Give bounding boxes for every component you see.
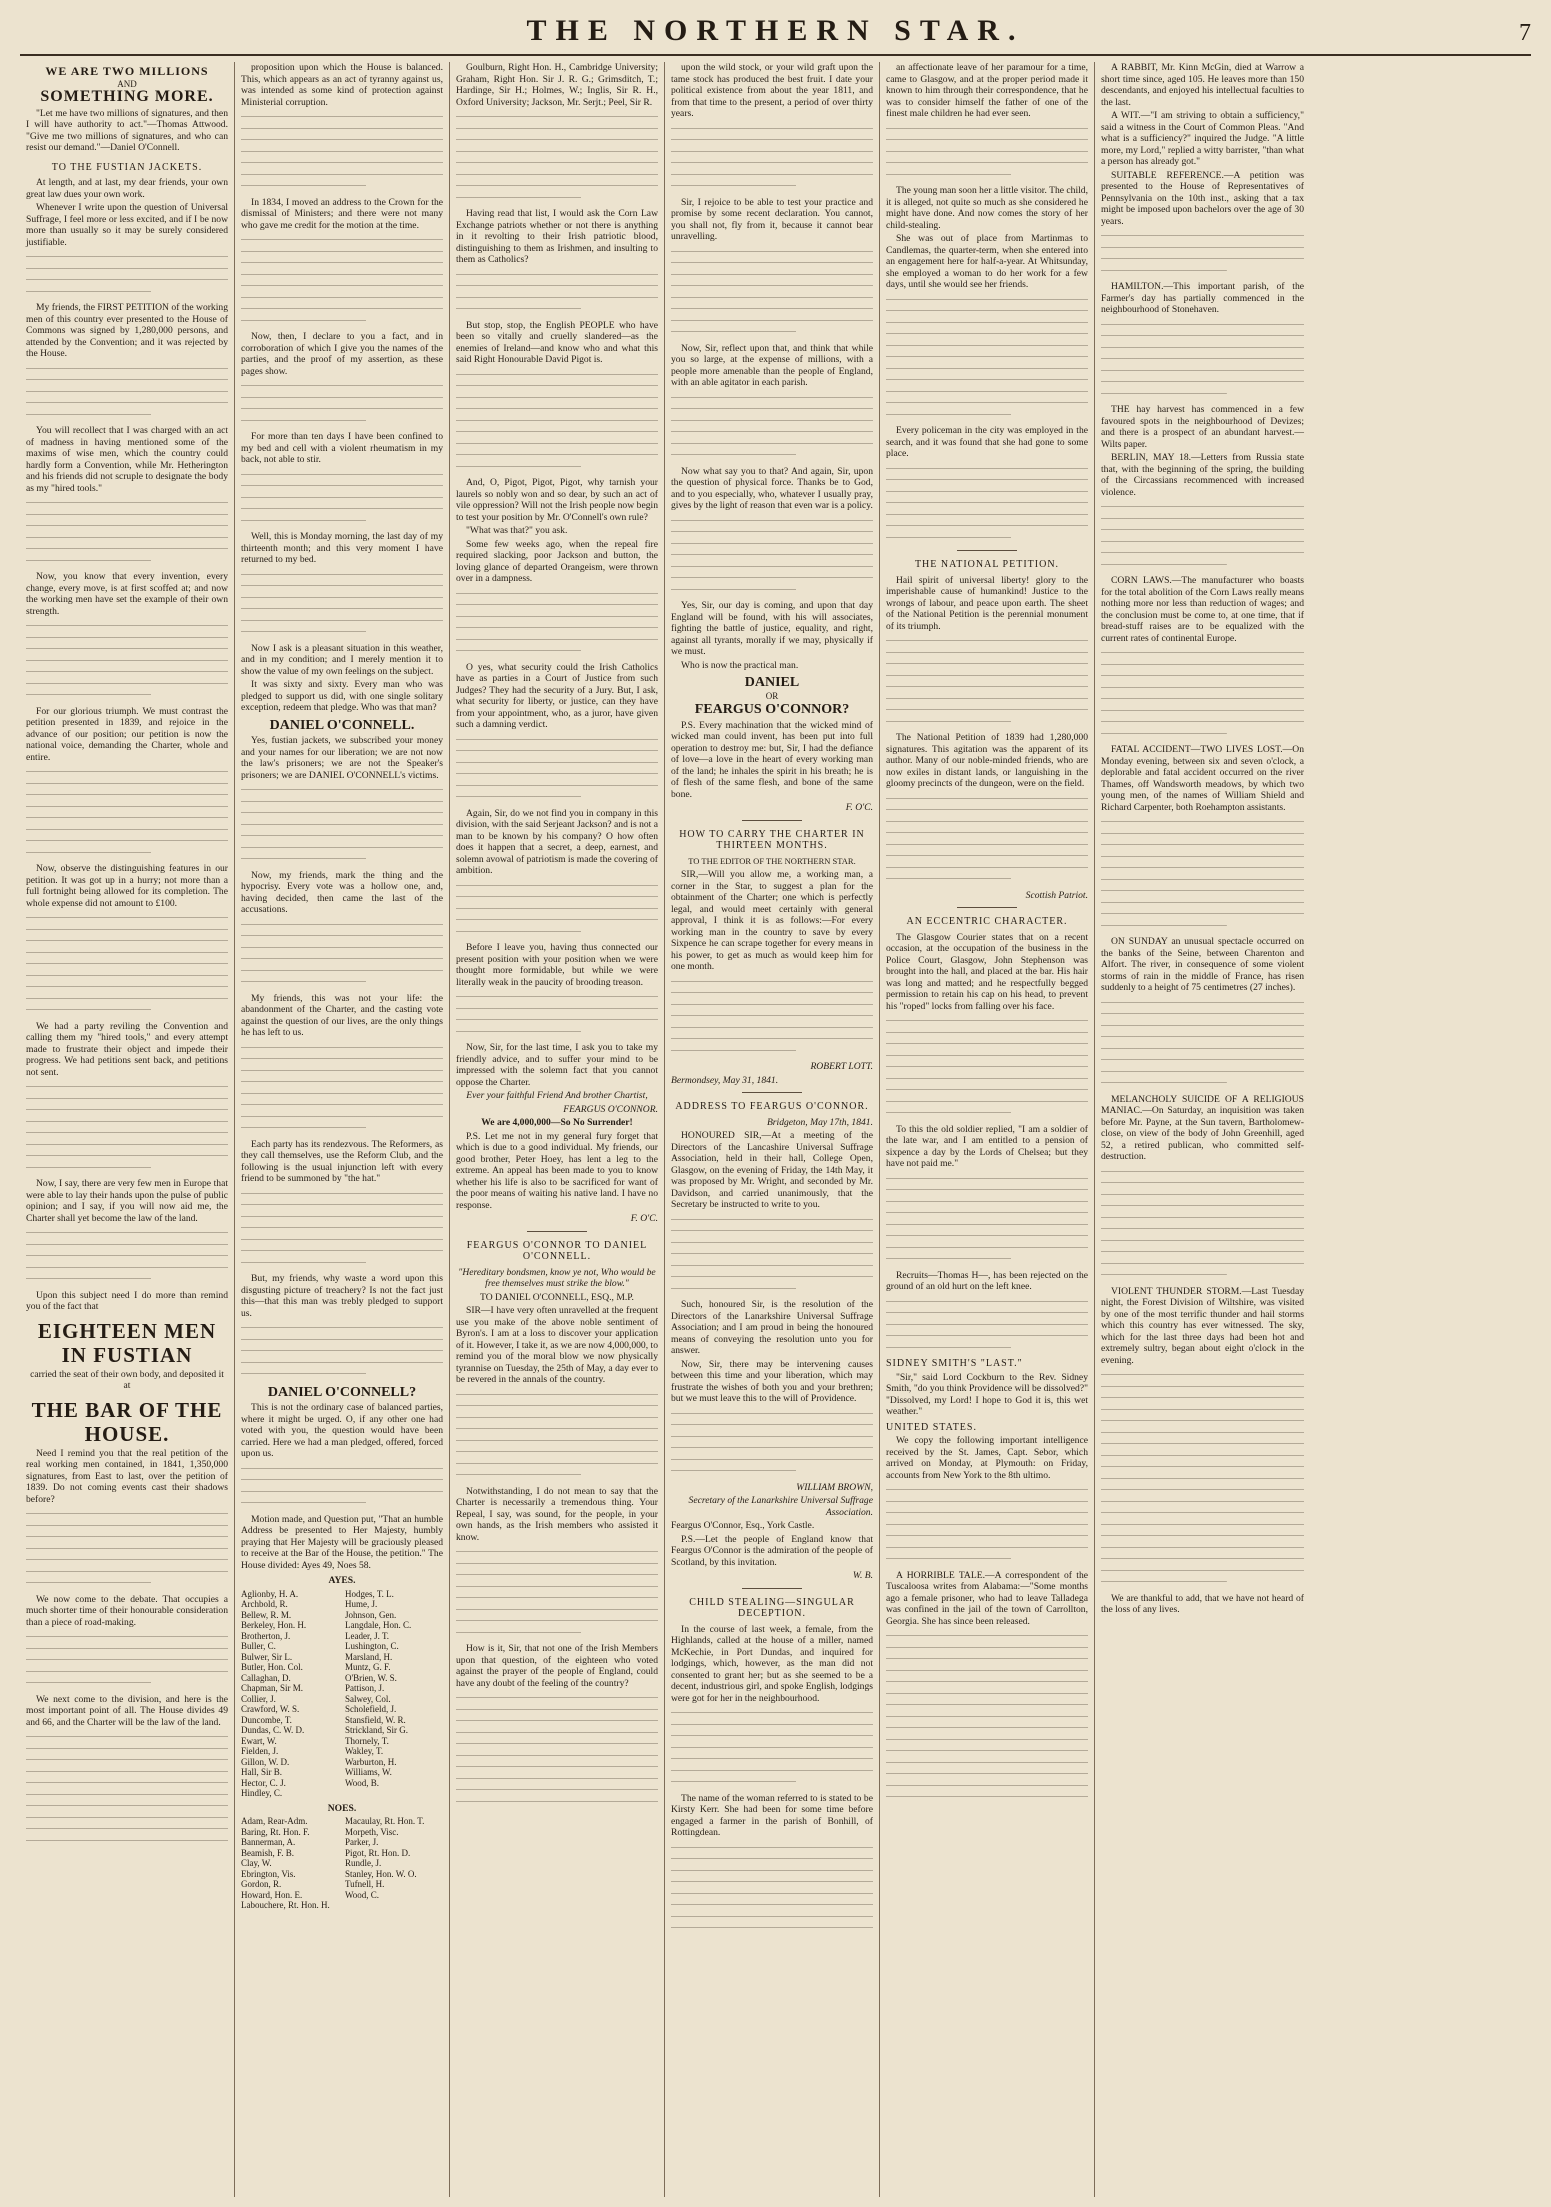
illegible-text-block (671, 1215, 873, 1296)
display-line-connector: carried the seat of their own body, and deposited it at (30, 1368, 224, 1391)
paragraph: Sir, I rejoice to be able to test your practice and promise by some recent declaration. You cannot, you shall not, fly from it, because it cannot bear unravelling. (671, 196, 873, 242)
member-name: Hodges, T. L. (345, 1588, 394, 1599)
paragraph: In the course of last week, a female, from the Highlands, called at the house of a miller, named McKechie, in Port Dundas, and inquired for lodgings, which, however, as the man did not consented to grant her; but as she seemed to be a decent, industrious girl, and spoke English, lodgings were got for her in the neighbourhood. (671, 1623, 873, 1704)
paragraph: A WIT.—"I am striving to obtain a sufficiency," said a witness in the Court of Common Pleas. "And what is a sufficiency?" inquired the Judge. "A little more, my Lord," replied a witty barrister, "than what a person has already got." (1101, 110, 1304, 167)
member-name: Strickland, Sir G. (345, 1725, 408, 1735)
column-1 (20, 62, 235, 2197)
paragraph: My friends, the FIRST PETITION of the working men of this country ever presented to the House of Commons was signed by 1,280,000 persons, and attended by the Convention; and it was rejected by the House. (26, 302, 228, 359)
illegible-text-block (241, 1043, 443, 1135)
divider (957, 907, 1018, 908)
ayes-heading: AYES. (328, 1575, 356, 1586)
signature-closing: Ever your faithful Friend And brother Chartist, (466, 1090, 648, 1101)
letter-heading: ADDRESS TO FEARGUS O'CONNOR. (675, 1101, 869, 1112)
member-name: Ebrington, Vis. (241, 1868, 296, 1879)
illegible-text-block (456, 1693, 658, 1808)
paragraph: The National Petition of 1839 had 1,280,000 signatures. This agitation was the apparent of its author. Many of our noble-minded friends, who are now exiles in distant lands, or languishing in the gloomy precincts of the dungeon, were on the field. (886, 732, 1088, 789)
illegible-text-block (671, 516, 873, 597)
paragraph: How is it, Sir, that not one of the Irish Members upon that question, of the eighteen who voted against the prayer of the people of England, could have any doubt of the feeling of the country? (456, 1643, 658, 1689)
member-name: Baring, Rt. Hon. F. (241, 1826, 310, 1837)
paragraph: an affectionate leave of her paramour for a time, came to Glasgow, and at the proper period made it known to him through their correspondence, that he was to consider himself the father of one of the finest male children he had ever seen. (886, 62, 1088, 119)
paragraph: And, O, Pigot, Pigot, Pigot, why tarnish your laurels so nobly won and so dear, by such an act of vile oppression? Will not the Irish people now begin to test your position by Mr. O'Connell's own rule? (456, 477, 658, 523)
member-name: Archbold, R. (241, 1599, 288, 1609)
paragraph: "Sir," said Lord Cockburn to the Rev. Sidney Smith, "do you think Providence will be dissolved?" "Dissolved, my Lord! I hope to God it is, this wet weather." (886, 1371, 1088, 1417)
illegible-text-block (241, 381, 443, 427)
paragraph: Motion made, and Question put, "That an humble Address be presented to Her Majesty, humbly praying that Her Majesty will be graciously pleased to receive at the Bar of the House, the petition." The House divided: Ayes 49, Noes 58. (241, 1513, 443, 1571)
paragraph: P.S. Let me not in my general fury forget that which is due to a good individual. My friends, our good brother, Peter Hoey, has lent a leg to the extreme. An appeal has been made to you to know whether his life is also to be sacrificed for want of the poor means of waiting his native land. I have no response. (456, 1130, 658, 1211)
ayes-list (241, 1589, 443, 1799)
illegible-text-block (26, 1732, 228, 1847)
illegible-text-block (671, 1843, 873, 1935)
paragraph: Upon this subject need I do more than remind you of the fact that (26, 1289, 228, 1312)
member-name: Hindley, C. (241, 1788, 283, 1798)
member-name: Ewart, W. (241, 1735, 277, 1746)
column-2 (235, 62, 450, 2197)
paragraph: THE hay harvest has commenced in a few favoured spots in the neighbourhood of Devizes; and there is a prospect of an abundant harvest.—Wilts paper. (1101, 404, 1304, 450)
noes-list (241, 1816, 443, 1911)
illegible-text-block (456, 1390, 658, 1482)
member-name: Dundas, C. W. D. (241, 1725, 305, 1735)
paragraph: In 1834, I moved an address to the Crown for the dismissal of Ministers; and there were not many who gave me credit for the motion at the time. (241, 196, 443, 231)
article-heading: THE NATIONAL PETITION. (914, 559, 1060, 570)
paragraph: We had a party reviling the Convention and calling them my "hired tools," and every attempt made to frustrate their object and impede their progress. We had petitions sent back, and petitions not sent. (26, 1020, 228, 1078)
paragraph: She was out of place from Martinmas to Candlemas, the quarter-term, when she entered into an engagement here for half-a-year. At Whitsunday, she employed a woman to do her work for a few days, until she would see her friends. (886, 233, 1088, 290)
divider (742, 1092, 803, 1093)
paragraph: Every policeman in the city was employed in the search, and it was found that she had gone to some place. (886, 425, 1088, 459)
member-name: Berkeley, Hon. H. (241, 1620, 307, 1630)
signature-initials: F. O'C. (630, 1213, 658, 1224)
paragraph: Now, observe the distinguishing features in our petition. It was got up in a hurry; not more than a full fortnight being allowed for its completion. The whole expense did not amount to £100. (26, 863, 228, 909)
newspaper-title: THE NORTHERN STAR. (526, 14, 1025, 47)
paragraph: Now, I say, there are very few men in Europe that were able to lay their hands upon the pulse of public opinion; and I say, if you will now aid me, the Charter shall yet become the law of the land. (26, 1178, 228, 1224)
paragraph: CORN LAWS.—The manufacturer who boasts for the total abolition of the Corn Laws really means nothing more nor less than reduction of wages; and the conclusion must be come to, at one time, that if bread-stuff raises are to be equalized with the current rates of continental Europe. (1101, 575, 1304, 644)
illegible-text-block (1101, 1370, 1304, 1589)
paragraph: ON SUNDAY an unusual spectacle occurred on the banks of the Seine, between Charenton and Alfort. The river, in consequence of some violent storms of rain in the middle of France, has risen suddenly to a height of 75 centimetres (27 inches). (1101, 936, 1304, 993)
illegible-text-block (671, 393, 873, 462)
paragraph: Now, you know that every invention, every change, every move, is at first scoffed at; and now the working men have set the example of their own strength. (26, 571, 228, 617)
member-name: Wakley, T. (345, 1746, 384, 1756)
headline-or: OR (765, 690, 779, 701)
column-5 (880, 62, 1095, 2197)
illegible-text-block (241, 1323, 443, 1381)
illegible-text-block (241, 235, 443, 327)
letter-addressee: TO THE EDITOR OF THE NORTHERN STAR. (688, 855, 856, 866)
illegible-text-block (26, 498, 228, 567)
illegible-text-block (456, 992, 658, 1038)
paragraph: HAMILTON.—This important parish, of the Farmer's day has partially commenced in the neighbourhood of Stonehaven. (1101, 281, 1304, 315)
illegible-text-block (1101, 817, 1304, 932)
illegible-text-block (26, 1082, 228, 1174)
member-name: Marsland, H. (345, 1651, 393, 1662)
member-name: Hume, J. (345, 1599, 378, 1609)
paragraph: My friends, this was not your life: the abandonment of the Charter, and the casting vote against the question of our lives, are the only things he has left to us. (241, 992, 443, 1038)
member-name: Gordon, R. (241, 1879, 282, 1889)
illegible-text-block (886, 1016, 1088, 1120)
illegible-text-block (886, 124, 1088, 182)
divider (957, 550, 1018, 551)
illegible-text-block (26, 621, 228, 702)
paragraph: But stop, stop, the English PEOPLE who have been so vitally and cruelly slandered—as the enemies of Ireland—and know who and what this said Right Honourable David Pigot is. (456, 319, 658, 365)
illegible-text-block (456, 589, 658, 658)
signature-name: FEARGUS O'CONNOR. (563, 1103, 658, 1115)
column-4 (665, 62, 880, 2197)
member-name: Bellew, R. M. (241, 1609, 292, 1620)
member-name: Beamish, F. B. (241, 1847, 295, 1858)
letter-heading: HOW TO CARRY THE CHARTER IN THIRTEEN MONTHS. (679, 828, 865, 851)
illegible-text-block (26, 1632, 228, 1690)
paragraph: Now I ask is a pleasant situation in this weather, and in my condition; and I merely mention it to show the value of my own feelings on the subject. (241, 642, 443, 677)
member-name: Pattison, J. (345, 1683, 385, 1693)
member-name: Stansfield, W. R. (345, 1714, 406, 1725)
paragraph: The name of the woman referred to is stated to be Kirsty Kerr. She had been for some time before engaged a farmer in the parish of Bonhill, of Rottingdean. (671, 1792, 873, 1838)
paragraph: Now, Sir, there may be intervening causes between this time and your liberation, which may frustrate the wishes of both you and your brethren; but we must leave this to the will of Providence. (671, 1358, 873, 1404)
illegible-text-block (241, 470, 443, 528)
illegible-text-block (1101, 320, 1304, 401)
member-name: Brotherton, J. (241, 1630, 291, 1641)
illegible-text-block (886, 295, 1088, 422)
paragraph: We are thankful to add, that we have not heard of the loss of any lives. (1101, 1592, 1304, 1615)
masthead (20, 14, 1531, 56)
member-name: Thornely, T. (345, 1735, 389, 1746)
daniel-oconnell-question-heading: DANIEL O'CONNELL? (267, 1384, 417, 1400)
paragraph: Each party has its rendezvous. The Reformers, as they call themselves, use the Reform Club, and the following is the usual injunction left with every friend to be summoned by "the hat." (241, 1138, 443, 1184)
paragraph: Now, Sir, for the last time, I ask you to take my friendly advice, and to suffer your mind to be impressed with the solemn fact that you cannot oppose the Charter. (456, 1042, 658, 1088)
paragraph: The Glasgow Courier states that on a recent occasion, at the occupation of the business in the Police Court, Glasgow, John Stephenson was brought into the hall, and placed at the bar. His hair was long and matted; and he respectfully begged permission to retain his cap on his head, to prevent his "roped" locks from falling over his face. (886, 931, 1088, 1012)
column-6 (1095, 62, 1310, 2197)
illegible-text-block (671, 977, 873, 1058)
paragraph: SIR,—Will you allow me, a working man, a corner in the Star, to suggest a plan for the obtainment of the Charter; one which is perfectly legal, and would meet certainly with general approval, I think it is as follows:—For every working man in the country to save by every Sixpence he can scrape together for every means in his power, to get as much as would keep him for one month. (671, 869, 873, 972)
illegible-text-block (241, 785, 443, 866)
paragraph: It was sixty and sixty. Every man who was pledged to support us did, with one single solitary exception, redeem that pledge. Who was that man? (241, 679, 443, 713)
paragraph: Whenever I write upon the question of Universal Suffrage, I feel more or less excited, and if I be now more than usually so it may be surely considered justifiable. (26, 202, 228, 248)
paragraph: Some few weeks ago, when the repeal fire required slacking, poor Jackson and button, the loving glance of departed Orangeism, were thrown over in a dampness. (456, 538, 658, 584)
headline-daniel: DANIEL (744, 675, 800, 690)
letter-addressee: TO DANIEL O'CONNELL, ESQ., M.P. (480, 1291, 634, 1303)
paragraph: O yes, what security could the Irish Catholics have as parties in a Court of Justice from such Judges? They had the security of a Jury. But, I ask, what security for liberty, or justice, can they have from your appointment, who, as a juror, have given such a damning verdict. (456, 661, 658, 730)
signature-place-date: Bermondsey, May 31, 1841. (671, 1074, 779, 1086)
member-name: Adam, Rear-Adm. (241, 1816, 308, 1826)
columns (20, 62, 1531, 2197)
paragraph: Notwithstanding, I do not mean to say that the Charter is necessarily a tremendous thing. Your Repeal, I say, was sound, for the people, in your own hands, as the Irish members who assisted it know. (456, 1485, 658, 1543)
paragraph: To this the old soldier replied, "I am a soldier of the late war, and I am entitled to a pension of sixpence a day by the Lords of Chelsea; but they have not paid me." (886, 1123, 1088, 1169)
member-name: Butler, Hon. Col. (241, 1662, 303, 1672)
member-name: Rundle, J. (345, 1858, 382, 1868)
article-heading: AN ECCENTRIC CHARACTER. (906, 916, 1068, 927)
illegible-text-block (26, 1228, 228, 1286)
member-name: Labouchere, Rt. Hon. H. (241, 1900, 330, 1910)
member-name: Aglionby, H. A. (241, 1588, 299, 1599)
member-name: Hall, Sir B. (241, 1767, 283, 1777)
member-name: Hector, C. J. (241, 1777, 286, 1788)
illegible-text-block (1101, 998, 1304, 1090)
member-name: Duncombe, T. (241, 1714, 292, 1725)
paragraph: Now what say you to that? And again, Sir, upon the question of physical force. Thanks be to God, and to you especially, who, whatever I usually pray, gives by the light of reason that even war is a policy. (671, 465, 873, 511)
paragraph: FATAL ACCIDENT—TWO LIVES LOST.—On Monday evening, between six and seven o'clock, a deplorable and fatal accident occurred on the river Thames, off Wandsworth meadows, by which two young men, of the names of William Shield and Richard Carpenter, both Roehampton assistants. (1101, 744, 1304, 813)
member-name: Tufnell, H. (345, 1879, 385, 1889)
address-heading: TO THE FUSTIAN JACKETS. (51, 161, 203, 173)
illegible-text-block (886, 1631, 1088, 1804)
member-name: Chapman, Sir M. (241, 1683, 303, 1693)
illegible-text-block (1101, 1167, 1304, 1282)
paragraph: "What was that?" you ask. (466, 525, 568, 536)
illegible-text-block (241, 1189, 443, 1270)
member-name: Morpeth, Visc. (345, 1826, 399, 1837)
paragraph: Now, then, I declare to you a fact, and in corroboration of which I give you the names of the parties, and the proof of my assertion, as these pages show. (241, 331, 443, 377)
paragraph: HONOURED SIR,—At a meeting of the Directors of the Lancashire Universal Suffrage Association, held in their hall, College Open, Glasgow, on the evening of Friday, the 14th May, it was proposed by Mr. Wright, and seconded by Mr. Davidson, and carried unanimously, that the Secretary be instructed to write to you. (671, 1130, 873, 1210)
paragraph: Yes, Sir, our day is coming, and upon that day England will be found, with his will associates, fighting the battle of justice, equality, and right, against all tyrants, morally if we may, physically if we must. (671, 600, 873, 657)
illegible-text-block (1101, 648, 1304, 740)
display-line-bar-of-house: THE BAR OF THE HOUSE. (31, 1397, 223, 1446)
paragraph: Well, this is Monday morning, the last day of my thirteenth month; and this very moment I have returned to my bed. (241, 531, 443, 565)
epigraph: "Hereditary bondsmen, know ye not, Who would be free themselves must strike the blow." (458, 1266, 656, 1289)
illegible-text-block (241, 920, 443, 989)
member-name: Buller, C. (241, 1641, 276, 1651)
member-name: Stanley, Hon. W. O. (345, 1868, 417, 1879)
article-headline-and: AND (117, 78, 137, 89)
member-name: Warburton, H. (345, 1756, 397, 1767)
article-heading: UNITED STATES. (886, 1421, 977, 1433)
illegible-text-block (26, 767, 228, 859)
paragraph: Who is now the practical man. (681, 659, 799, 671)
member-name: Fielden, J. (241, 1746, 279, 1756)
column-3 (450, 62, 665, 2197)
page-number: 7 (1518, 20, 1531, 46)
paragraph: Having read that list, I would ask the Corn Law Exchange patriots whether or not there is anything in it revolting to their Irish patriotic blood, distinguishing to them as Irishmen, and insulting to them as Catholics? (456, 208, 658, 265)
illegible-text-block (671, 1708, 873, 1789)
paragraph: P.S. Every machination that the wicked mind of wicked man could invent, has been put into full operation to destroy me: but, Sir, I had the defiance of love—a love in the heart of every working man of the land; he inhales the spirit in his breath; he is of flesh of the same flesh, and bone of the same bone. (671, 719, 873, 800)
divider (527, 1231, 588, 1232)
member-name: Wood, C. (345, 1889, 380, 1900)
member-name: Muntz, G. F. (345, 1662, 391, 1672)
illegible-text-block (26, 364, 228, 422)
paragraph: We copy the following important intelligence received by the St. James, Capt. Sebor, which arrived on Monday, at Plymouth: on Friday, accounts from New York to the 8th ultimo. (886, 1435, 1088, 1481)
signature-addressee: Feargus O'Connor, Esq., York Castle. (671, 1520, 815, 1531)
paragraph: Such, honoured Sir, is the resolution of the Directors of the Lanarkshire Universal Suffrage Association; and I am proud in being the honoured means of conveying the resolution unto you for answer. (671, 1299, 873, 1356)
illegible-text-block (456, 1547, 658, 1639)
illegible-text-block (456, 112, 658, 204)
illegible-text-block (26, 252, 228, 298)
member-name: Callaghan, D. (241, 1672, 291, 1683)
divider (742, 820, 803, 821)
illegible-text-block (886, 464, 1088, 545)
paragraph: SUITABLE REFERENCE.—A petition was presented to the House of Representatives of Pennsylvania on the 10th inst., asking that a tax might be imposed upon bachelors over the age of 30 years. (1101, 169, 1304, 227)
illegible-text-block (886, 1297, 1088, 1355)
illegible-text-block (456, 735, 658, 804)
member-name: O'Brien, W. S. (345, 1672, 397, 1683)
illegible-text-block (671, 1409, 873, 1478)
paragraph: Now, Sir, reflect upon that, and think that while you so large, at the expense of millions, with a people more amenable than the people of England, with an able agitator in each parish. (671, 342, 873, 388)
letter-date: Bridgeton, May 17th, 1841. (766, 1116, 873, 1128)
illegible-text-block (671, 247, 873, 339)
paragraph: Hail spirit of universal liberty! glory to the imperishable cause of humankind! Justice to the wrongs of labour, and peace upon earth. The sheet of the National Petition is the perennial monument of its triumph. (886, 574, 1088, 632)
paragraph: The young man soon her a little visitor. The child, it is alleged, not quite so much as she considered he might have done. And now comes the story of her child-stealing. (886, 185, 1088, 231)
divider (742, 1588, 803, 1589)
paragraph: A HORRIBLE TALE.—A correspondent of the Tuscaloosa writes from Alabama:—"Some months ago a female prisoner, who had to leave Talladega was confined in the jail of the town of Carrollton, Georgia. She has since been released. (886, 1569, 1088, 1627)
article-headline-main: SOMETHING MORE. (40, 88, 214, 105)
paragraph: Yes, fustian jackets, we subscribed your money and your names for our liberation; we are not now the law's prisoners; we are not the Speaker's prisoners; we are DANIEL O'CONNELL's victims. (241, 735, 443, 781)
display-line-eighteen-men: EIGHTEEN MEN IN FUSTIAN (37, 1318, 217, 1367)
signature-title: Secretary of the Lanarkshire Universal Suffrage Association. (688, 1495, 873, 1518)
epigraph: "Let me have two millions of signatures, and then I will have authority to act."—Thomas Attwood. "Give me two millions of signatures, and who can resist our demand."—Daniel O'Connell. (26, 107, 228, 153)
member-name: Crawford, W. S. (241, 1704, 300, 1714)
illegible-text-block (1101, 502, 1304, 571)
signature-initials: W. B. (852, 1570, 873, 1581)
illegible-text-block (456, 881, 658, 939)
paragraph: BERLIN, MAY 18.—Letters from Russia state that, with the beginning of the spring, the building of the Circassians recommenced with increased violence. (1101, 452, 1304, 498)
illegible-text-block (241, 1464, 443, 1510)
paragraph: We next come to the division, and here is the most important point of all. The House divides 49 and 66, and the Charter will be the law of the land. (26, 1693, 228, 1728)
member-name: Clay, W. (241, 1858, 272, 1868)
headline-feargus: FEARGUS O'CONNOR? (694, 702, 850, 717)
paragraph: You will recollect that I was charged with an act of madness in having mentioned some of the maxims of wise men, which the country could hardly form a Convention, while Mr. Hetherington and his friends did not scruple to designate the body as my "hired tools." (26, 425, 228, 494)
member-name: Scholefield, J. (345, 1704, 397, 1714)
member-name: Salwey, Col. (345, 1693, 391, 1704)
article-headline-top: WE ARE TWO MILLIONS (45, 64, 209, 78)
letter-heading: FEARGUS O'CONNOR TO DANIEL O'CONNELL. (466, 1239, 648, 1262)
member-name: Wood, B. (345, 1777, 380, 1788)
member-name: Bannerman, A. (241, 1837, 296, 1847)
paragraph: This is not the ordinary case of balanced parties, where it might be urged. O, if any other one had voted with you, the question would have been carried. Here we had a man pledged, offered, forced upon us. (241, 1402, 443, 1459)
paragraph: For more than ten days I have been confined to my bed and cell with a violent rheumatism in my back, not able to stir. (241, 431, 443, 465)
illegible-text-block (886, 636, 1088, 728)
paragraph: Before I leave you, having thus connected our present position with your position when we were thought more formidable, but while we were literally weak in the paucity of brooding treason. (456, 942, 658, 988)
illegible-text-block (26, 913, 228, 1017)
paragraph: SIR—I have very often unravelled at the frequent use you make of the above noble sentiment of Byron's. I am at a loss to discover your application of it. However, I take it, as we are now 4,000,000, to remind you of the moral blow we now physically tyrannise on Tuesday, the 25th of May, a day ever to be revered in the annals of the country. (456, 1305, 658, 1385)
paragraph: We now come to the debate. That occupies a much shorter time of their honourable consideration than a piece of road-making. (26, 1593, 228, 1628)
member-name: Williams, W. (345, 1767, 392, 1777)
article-heading: SIDNEY SMITH'S "LAST." (886, 1358, 1023, 1369)
slogan: We are 4,000,000—So No Surrender! (481, 1117, 633, 1128)
member-name: Leader, J. T. (345, 1630, 390, 1641)
illegible-text-block (241, 112, 443, 193)
paragraph: For our glorious triumph. We must contrast the petition presented in 1839, and rejoice in the advance of our position; our petition is now the national voice, demanding the Charter, whole and entire. (26, 705, 228, 763)
paragraph: P.S.—Let the people of England know that Feargus O'Connor is the admiration of the people of Scotland, by this invitation. (671, 1533, 873, 1568)
paragraph: Need I remind you that the real petition of the real working men contained, in 1841, 1,350,000 signatures, from East to last, over the petition of 1839. Do not coming events cast their shadows before? (26, 1447, 228, 1505)
article-heading: CHILD STEALING—SINGULAR DECEPTION. (689, 1596, 855, 1619)
illegible-text-block (456, 370, 658, 474)
member-name: Gillon, W. D. (241, 1756, 290, 1767)
paragraph: Recruits—Thomas H—, has been rejected on the ground of an old hurt on the left knee. (886, 1269, 1088, 1292)
signature-name: WILLIAM BROWN, (796, 1481, 873, 1493)
paragraph: Again, Sir, do we not find you in company in this division, with the said Serjeant Jackson? and is not a man to be known by his company? O how often does it happen that a secret, a deep, earnest, and solemn avowal of patriotism is made the covering of ambition. (456, 807, 658, 876)
paragraph: proposition upon which the House is balanced. This, which appears as an act of tyranny against us, was intended as some kind of protection against Ministerial corruption. (241, 62, 443, 108)
illegible-text-block (456, 270, 658, 316)
member-name: Bulwer, Sir L. (241, 1651, 293, 1662)
signature-name: ROBERT LOTT. (810, 1061, 873, 1072)
paragraph: A RABBIT, Mr. Kinn McGin, died at Warrow a short time since, aged 105. He leaves more than 150 descendants, and enjoyed his intellectual faculties to the last. (1101, 62, 1304, 108)
noes-heading: NOES. (327, 1802, 357, 1814)
daniel-oconnell-heading: DANIEL O'CONNELL. (269, 717, 415, 733)
paragraph: Now, my friends, mark the thing and the hypocrisy. Every vote was a hollow one, and, having decided, then came the last of the accusations. (241, 869, 443, 915)
member-name: Johnson, Gen. (345, 1609, 397, 1620)
paragraph: At length, and at last, my dear friends, your own great law dues your own work. (26, 177, 228, 200)
illegible-text-block (886, 1174, 1088, 1266)
illegible-text-block (1101, 231, 1304, 277)
member-name: Lushington, C. (345, 1641, 399, 1651)
paragraph: VIOLENT THUNDER STORM.—Last Tuesday night, the Forest Division of Wiltshire, was visited by one of the most terrific thunder and hail storms which this country has ever witnessed. The sky, which for the last three days had been hot and extremely sultry, began about eight o'clock in the evening. (1101, 1285, 1304, 1366)
member-name: Howard, Hon. E. (241, 1889, 303, 1900)
illegible-text-block (671, 124, 873, 193)
illegible-text-block (241, 570, 443, 639)
paragraph: upon the wild stock, or your wild graft upon the tame stock has produced the best fruit. I date your political existence from about the year 1811, and from that time to the present, a period of over thirty years. (671, 62, 873, 119)
member-name: Macaulay, Rt. Hon. T. (345, 1816, 425, 1826)
illegible-text-block (886, 794, 1088, 886)
member-name: Parker, J. (345, 1837, 379, 1847)
illegible-text-block (886, 1485, 1088, 1566)
paragraph: Goulburn, Right Hon. H., Cambridge University; Graham, Right Hon. Sir J. R. G.; Grimsditch, T.; Hardinge, Sir H.; Holmes, W.; Inglis, Sir R. H., Oxford University; Jackson, Mr. Serjt.; Peel, Sir R. (456, 62, 658, 108)
paragraph: MELANCHOLY SUICIDE OF A RELIGIOUS MANIAC.—On Saturday, an inquisition was taken before Mr. Payne, at the Sun tavern, Bartholomew-close, on view of the body of John Greenhill, aged 52, a retired publican, who committed self-destruction. (1101, 1093, 1304, 1162)
member-name: Collier, J. (241, 1693, 276, 1704)
paragraph: But, my friends, why waste a word upon this disgusting picture of treachery? Is not the fact just this—that this man was trebly pledged to support us. (241, 1273, 443, 1319)
signature-initials: F. O'C. (845, 802, 873, 813)
member-name: Pigot, Rt. Hon. D. (345, 1847, 411, 1858)
source-credit: Scottish Patriot. (1025, 889, 1088, 901)
illegible-text-block (26, 1509, 228, 1590)
member-name: Langdale, Hon. C. (345, 1620, 412, 1630)
